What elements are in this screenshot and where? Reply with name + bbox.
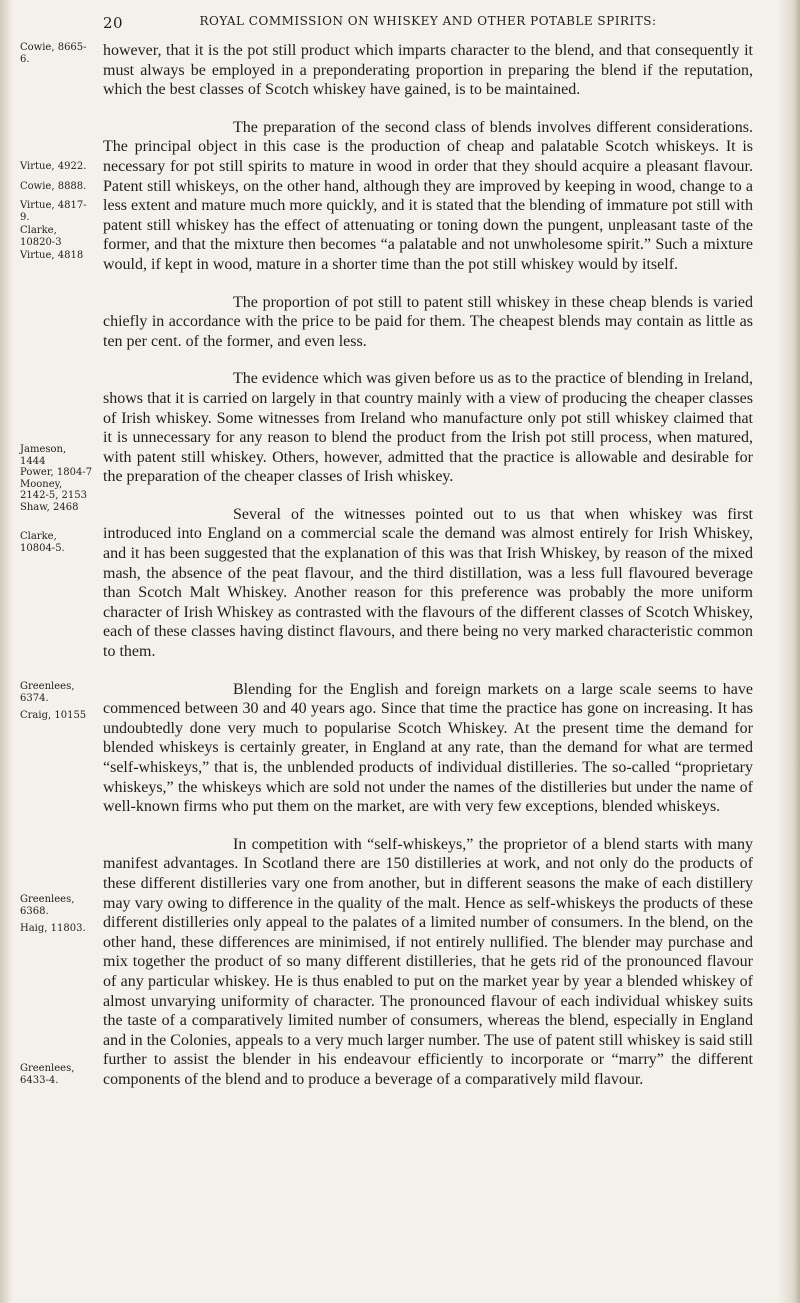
- margin-ref: Virtue, 4922.: [20, 161, 87, 172]
- margin-note-group: [20, 681, 94, 722]
- paragraph: Several of the witnesses pointed out to us that when whiskey was first introduced into England on a commercial scale the demand was almost entirely for Irish Whiskey, and it has been suggested that the explanation of this was that Irish Whiskey, by reason of the mixed mash, the absence of the peat flavour, and the third distillation, was a less full flavoured beverage than Scotch Malt Whiskey. Another reason for this preference was probably the more uniform character of Irish Whiskey as contrasted with the flavours of the different classes of Scotch Whiskey, each of these classes having distinct flavours, and there being no very marked characteristic common to them.: [103, 505, 753, 661]
- margin-ref: Cowie, 8888.: [20, 180, 87, 192]
- margin-ref: Greenlees, 6374.: [20, 681, 75, 704]
- paragraph: The proportion of pot still to patent still whiskey in these cheap blends is varied chiefly in accordance with the price to be paid for them. The cheapest blends may contain as little as ten per cent. of the former, and even less.: [103, 293, 753, 350]
- margin-ref: Virtue, 4817-9.: [20, 200, 87, 223]
- margin-ref: Virtue, 4818: [20, 250, 84, 261]
- margin-ref: Greenlees, 6433-4.: [20, 1063, 75, 1086]
- margin-ref: Shaw, 2468: [20, 501, 79, 513]
- running-head: ROYAL COMMISSION ON WHISKEY AND OTHER POTABLE SPIRITS:: [199, 14, 657, 28]
- margin-note-group: [20, 1063, 94, 1086]
- paragraph: The evidence which was given before us as to the practice of blending in Ireland, shows that it is carried on largely in that country mainly with a view of producing the cheaper classes of Irish whiskey. Some witnesses from Ireland who manufacture only pot still whiskey claimed that it is unnecessary for any reason to blend the product from the Irish pot still process, when matured, with patent still whiskey. Others, however, admitted that the practice is allowable and desirable for the preparation of the cheaper classes of Irish whiskey.: [103, 370, 753, 486]
- margin-ref: Clarke, 10820-3: [20, 225, 62, 248]
- margin-ref: Haig, 11803.: [20, 923, 86, 934]
- margin-ref: Clarke, 10804-5.: [20, 531, 65, 554]
- margin-ref: Cowie, 8665-6.: [20, 42, 87, 65]
- margin-note-group: [20, 161, 94, 262]
- margin-ref: Mooney, 2142-5, 2153: [20, 478, 87, 501]
- paragraph: The preparation of the second class of blends involves different considerations. The principal object in this case is the production of cheap and palatable Scotch whiskeys. It is necessary for pot still spirits to mature in wood in order that they should acquire a pleasant flavour. Patent still whiskeys, on the other hand, although they are improved by keeping in wood, change to a less extent and mature much more quickly, and it is stated that the blending of immature pot still with patent still whiskey has the effect of attenuating or toning down the pungent, unpleasant taste of the former, and that the mixture then becomes “a palatable and not unwholesome spirit.” Such a mixture would, if kept in wood, mature in a shorter time than the pot still whiskey would by itself.: [103, 118, 753, 273]
- paragraph: however, that it is the pot still product which imparts character to the blend, and that consequently it must always be employed in a preponderating proportion in preparing the blend if the reputation, which the best classes of Scotch whiskey have gained, is to be maintained.: [103, 42, 753, 99]
- page-header: [103, 14, 753, 32]
- margin-ref: Power, 1804-7: [20, 467, 93, 478]
- margin-ref: Jameson, 1444: [20, 444, 67, 467]
- margin-note-group: [20, 42, 94, 65]
- margin-ref: Greenlees, 6368.: [20, 894, 75, 917]
- margin-note-group: [20, 894, 94, 935]
- margin-note-group: [20, 444, 94, 554]
- book-spine-shadow: [0, 0, 14, 1303]
- margin-ref: Craig, 10155: [20, 710, 87, 721]
- paragraph: Blending for the English and foreign markets on a large scale seems to have commenced between 30 and 40 years ago. Since that time the practice has gone on increasing. It has undoubtedly done very much to popularise Scotch Whiskey. At the present time the demand for blended whiskeys is certainly greater, in England at any rate, than the demand for what are termed “self-whiskeys,” that is, the unblended products of individual distilleries. The so-called “proprietary whiskeys,” the whiskeys which are sold not under the names of the distilleries but under the name of well-known firms who put them on the market, are with very few exceptions, blended whiskeys.: [103, 680, 753, 816]
- paragraph: In competition with “self-whiskeys,” the proprietor of a blend starts with many manifest advantages. In Scotland there are 150 distilleries at work, and not only do the products of these different distilleries vary one from another, but in different seasons the make of each distillery may vary owing to difference in the quality of the malt. Hence as self-whiskeys the products of these different distilleries only appeal to the palates of a limited number of consumers. In the blend, on the other hand, these differences are minimised, if not entirely nullified. The blender may purchase and mix together the product of so many different distilleries, that he gets rid of the pronounced flavour of any particular whiskey. He is thus enabled to put on the market year by year a blended whiskey of almost unvarying uniformity of character. The pronounced flavour of each individual whiskey suits the taste of a comparatively limited number of consumers, whereas the blend, especially in England and in the Colonies, appeals to a very much larger number. The use of patent still whiskey is said still further to assist the blender in his endeavour efficiently to incorporate or “marry” the different components of the blend and to produce a beverage of a comparatively mild flavour.: [103, 835, 753, 1088]
- page-edge-shadow: [778, 0, 800, 1303]
- body-text: [103, 41, 753, 1108]
- page-number: 20: [103, 14, 124, 32]
